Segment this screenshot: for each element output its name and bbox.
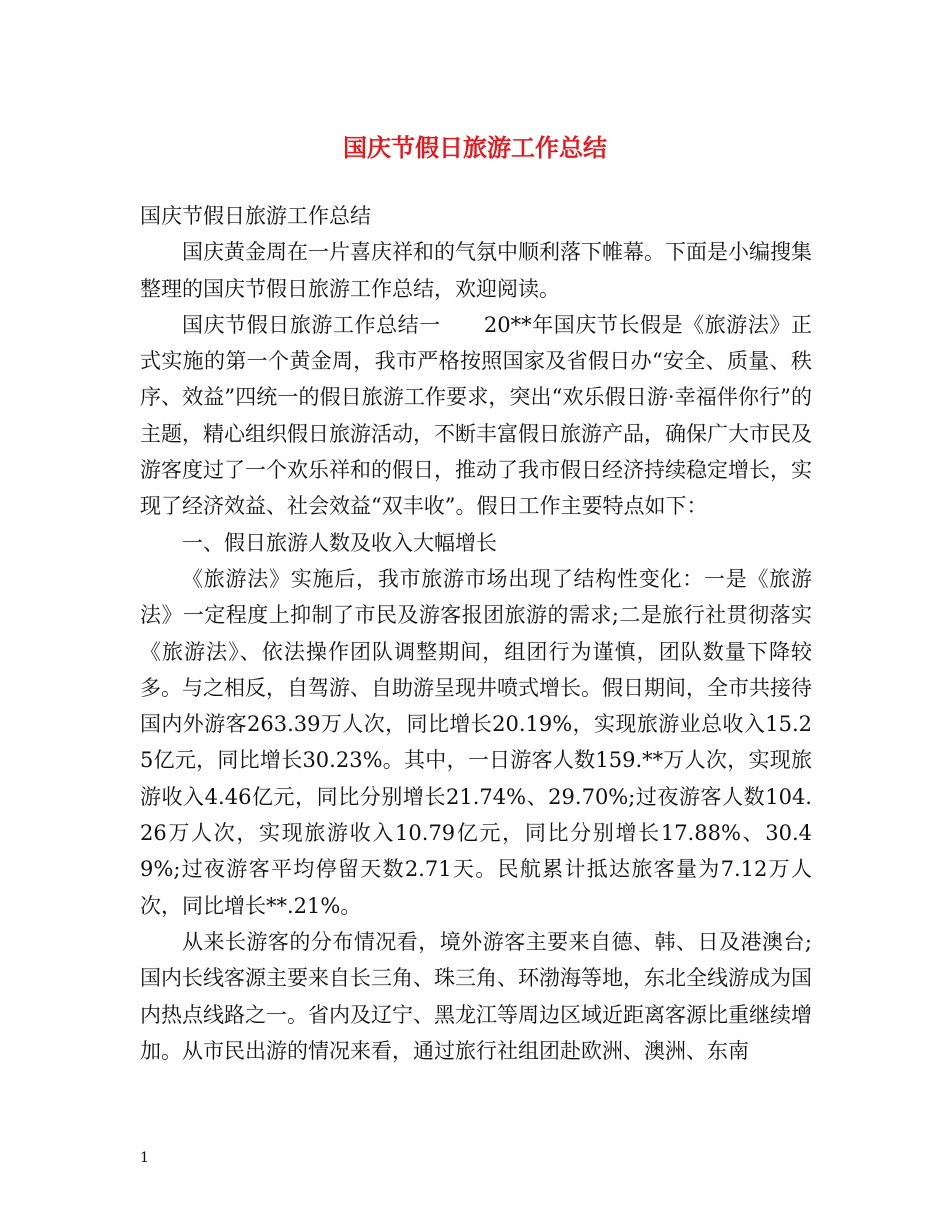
page-number: 1: [140, 1150, 149, 1166]
document-body: [140, 198, 812, 1069]
section-heading-one: 一、假日旅游人数及收入大幅增长: [182, 530, 497, 555]
document-title: 国庆节假日旅游工作总结: [343, 133, 607, 162]
paragraph-visitor-distribution: 从来长游客的分布情况看，境外游客主要来自德、韩、日及港澳台;国内长线客源主要来自长三角、珠三角、环渤海等地，东北全线游成为国内热点线路之一。省内及辽宁、黑龙江等周边区域近距离客源比重继续增加。从市民出游的情况来看，通过旅行社组团赴欧洲、澳洲、东南: [140, 929, 812, 1063]
paragraph-intro: 国庆黄金周在一片喜庆祥和的气氛中顺利落下帷幕。下面是小编搜集整理的国庆节假日旅游工作总结，欢迎阅读。: [140, 240, 812, 301]
paragraph-summary-one: 国庆节假日旅游工作总结一 20**年国庆节长假是《旅游法》正式实施的第一个黄金周，我市严格按照国家及省假日办“安全、质量、秩序、效益”四统一的假日旅游工作要求，突出“欢乐假日游·幸福伴你行”的主题，精心组织假日旅游活动，不断丰富假日旅游产品，确保广大市民及游客度过了一个欢乐祥和的假日，推动了我市假日经济持续稳定增长，实现了经济效益、社会效益“双丰收”。假日工作主要特点如下：: [140, 312, 812, 519]
paragraph-subtitle: 国庆节假日旅游工作总结: [140, 204, 371, 228]
paragraph-statistics: 《旅游法》实施后，我市旅游市场出现了结构性变化：一是《旅游法》一定程度上抑制了市民及游客报团旅游的需求;二是旅行社贯彻落实《旅游法》、依法操作团队调整期间，组团行为谨慎，团队数量下降较多。与之相反，自驾游、自助游呈现井喷式增长。假日期间，全市共接待国内外游客263.39万人次，同比增长20.19%，实现旅游业总收入15.25亿元，同比增长30.23%。其中，一日游客人数159.**万人次，实现旅游收入4.46亿元，同比分别增长21.74%、29.70%;过夜游客人数104.26万人次，实现旅游收入10.79亿元，同比分别增长17.88%、30.49%;过夜游客平均停留天数2.71天。民航累计抵达旅客量为7.12万人次，同比增长**.21%。: [140, 566, 812, 918]
